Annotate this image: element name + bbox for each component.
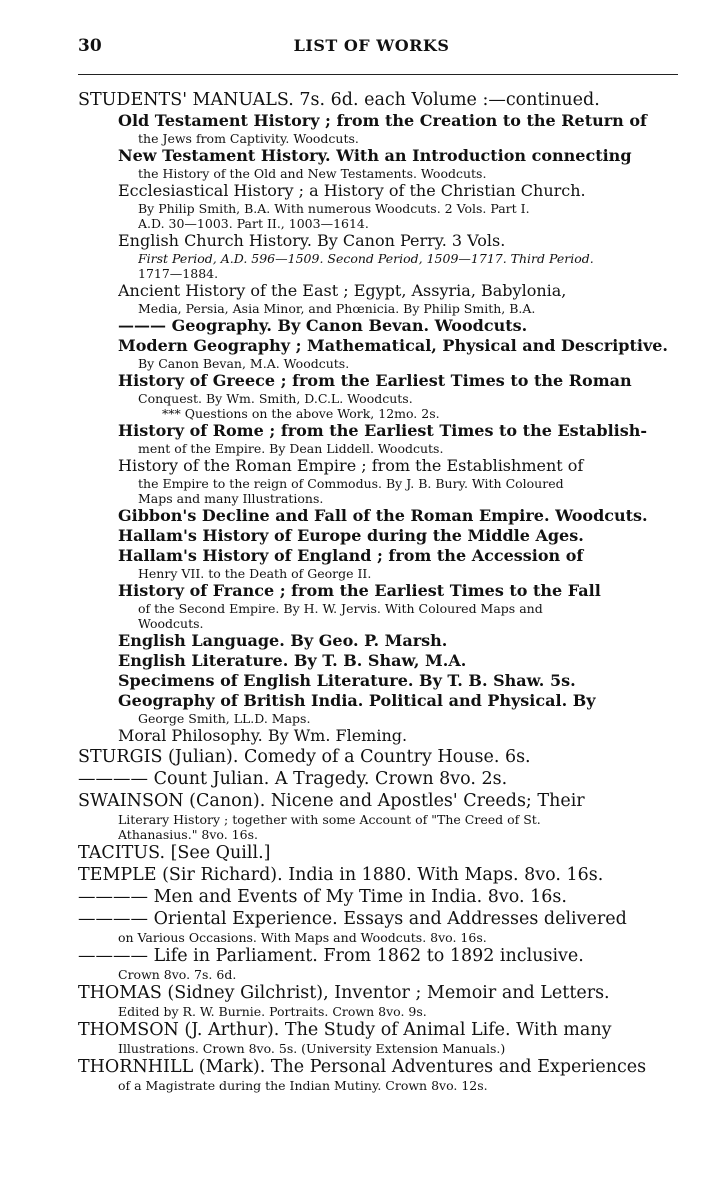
catalogue-line: ———— Count Julian. A Tragedy. Crown 8vo. 2s.	[78, 769, 508, 789]
page-header	[78, 36, 665, 58]
catalogue-line: Illustrations. Crown 8vo. 5s. (University Extension Manuals.)	[118, 1041, 506, 1056]
catalogue-line: Conquest. By Wm. Smith, D.C.L. Woodcuts.	[138, 391, 413, 406]
catalogue-line: History of the Roman Empire ; from the Establishment of	[118, 456, 584, 475]
catalogue-line: New Testament History. With an Introduction connecting	[118, 146, 632, 165]
catalogue-line: Henry VII. to the Death of George II.	[138, 566, 372, 581]
catalogue-line: *** Questions on the above Work, 12mo. 2s.	[162, 406, 440, 421]
catalogue-line: STUDENTS' MANUALS. 7s. 6d. each Volume :—continued.	[78, 90, 600, 110]
catalogue-line: Literary History ; together with some Account of "The Creed of St.	[118, 812, 541, 827]
running-title: LIST OF WORKS	[293, 36, 450, 55]
catalogue-line: Gibbon's Decline and Fall of the Roman Empire. Woodcuts.	[118, 506, 648, 525]
catalogue-line: History of Greece ; from the Earliest Times to the Roman	[118, 371, 632, 390]
catalogue-line: Hallam's History of England ; from the Accession of	[118, 546, 584, 565]
catalogue-line: A.D. 30—1003. Part II., 1003—1614.	[138, 216, 369, 231]
catalogue-line: ment of the Empire. By Dean Liddell. Woodcuts.	[138, 441, 444, 456]
catalogue-line: Moral Philosophy. By Wm. Fleming.	[118, 726, 408, 745]
catalogue-line: TEMPLE (Sir Richard). India in 1880. With Maps. 8vo. 16s.	[78, 865, 604, 885]
catalogue-line: of a Magistrate during the Indian Mutiny. Crown 8vo. 12s.	[118, 1078, 488, 1093]
catalogue-line: Hallam's History of Europe during the Middle Ages.	[118, 526, 584, 545]
catalogue-line: English Language. By Geo. P. Marsh.	[118, 631, 448, 650]
catalogue-line: George Smith, LL.D. Maps.	[138, 711, 311, 726]
catalogue-line: ———— Men and Events of My Time in India. 8vo. 16s.	[78, 887, 567, 907]
catalogue-line: English Literature. By T. B. Shaw, M.A.	[118, 651, 467, 670]
catalogue-line: the History of the Old and New Testaments. Woodcuts.	[138, 166, 487, 181]
catalogue-line: SWAINSON (Canon). Nicene and Apostles' Creeds; Their	[78, 791, 585, 811]
catalogue-line: ——— Geography. By Canon Bevan. Woodcuts.	[118, 316, 528, 335]
header-rule	[78, 74, 678, 75]
catalogue-line: ———— Oriental Experience. Essays and Addresses delivered	[78, 909, 627, 929]
catalogue-line: the Jews from Captivity. Woodcuts.	[138, 131, 359, 146]
catalogue-line: Athanasius." 8vo. 16s.	[118, 827, 258, 842]
catalogue-line: TACITUS. [See Quill.]	[78, 843, 271, 863]
catalogue-line: Crown 8vo. 7s. 6d.	[118, 967, 237, 982]
catalogue-line: Modern Geography ; Mathematical, Physical and Descriptive.	[118, 336, 668, 355]
catalogue-line: THOMSON (J. Arthur). The Study of Animal Life. With many	[78, 1020, 612, 1040]
catalogue-line: of the Second Empire. By H. W. Jervis. With Coloured Maps and	[138, 601, 543, 616]
catalogue-line: Geography of British India. Political and Physical. By	[118, 691, 596, 710]
catalogue-line: Old Testament History ; from the Creation to the Return of	[118, 111, 647, 130]
catalogue-line: By Philip Smith, B.A. With numerous Woodcuts. 2 Vols. Part I.	[138, 201, 530, 216]
catalogue-line: English Church History. By Canon Perry. 3 Vols.	[118, 231, 506, 250]
catalogue-line: Woodcuts.	[138, 616, 204, 631]
catalogue-line: the Empire to the reign of Commodus. By J. B. Bury. With Coloured	[138, 476, 564, 491]
catalogue-line: Media, Persia, Asia Minor, and Phœnicia. By Philip Smith, B.A.	[138, 301, 536, 316]
catalogue-line: 1717—1884.	[138, 266, 219, 281]
catalogue-line: First Period, A.D. 596—1509. Second Period, 1509—1717. Third Period.	[138, 251, 594, 266]
catalogue-line: Specimens of English Literature. By T. B. Shaw. 5s.	[118, 671, 576, 690]
catalogue-line: THOMAS (Sidney Gilchrist), Inventor ; Memoir and Letters.	[78, 983, 610, 1003]
catalogue-line: ———— Life in Parliament. From 1862 to 1892 inclusive.	[78, 946, 584, 966]
catalogue-line: By Canon Bevan, M.A. Woodcuts.	[138, 356, 350, 371]
page-number: 30	[78, 36, 102, 56]
catalogue-line: Edited by R. W. Burnie. Portraits. Crown 8vo. 9s.	[118, 1004, 427, 1019]
catalogue-line: on Various Occasions. With Maps and Woodcuts. 8vo. 16s.	[118, 930, 487, 945]
catalogue-line: Ecclesiastical History ; a History of the Christian Church.	[118, 181, 586, 200]
catalogue-line: Maps and many Illustrations.	[138, 491, 324, 506]
catalogue-listing	[0, 89, 705, 1093]
catalogue-line: Ancient History of the East ; Egypt, Assyria, Babylonia,	[118, 281, 567, 300]
catalogue-line: History of France ; from the Earliest Times to the Fall	[118, 581, 601, 600]
catalogue-line: THORNHILL (Mark). The Personal Adventures and Experiences	[78, 1057, 647, 1077]
catalogue-line: STURGIS (Julian). Comedy of a Country House. 6s.	[78, 747, 531, 767]
catalogue-line: History of Rome ; from the Earliest Times to the Establish-	[118, 421, 648, 440]
